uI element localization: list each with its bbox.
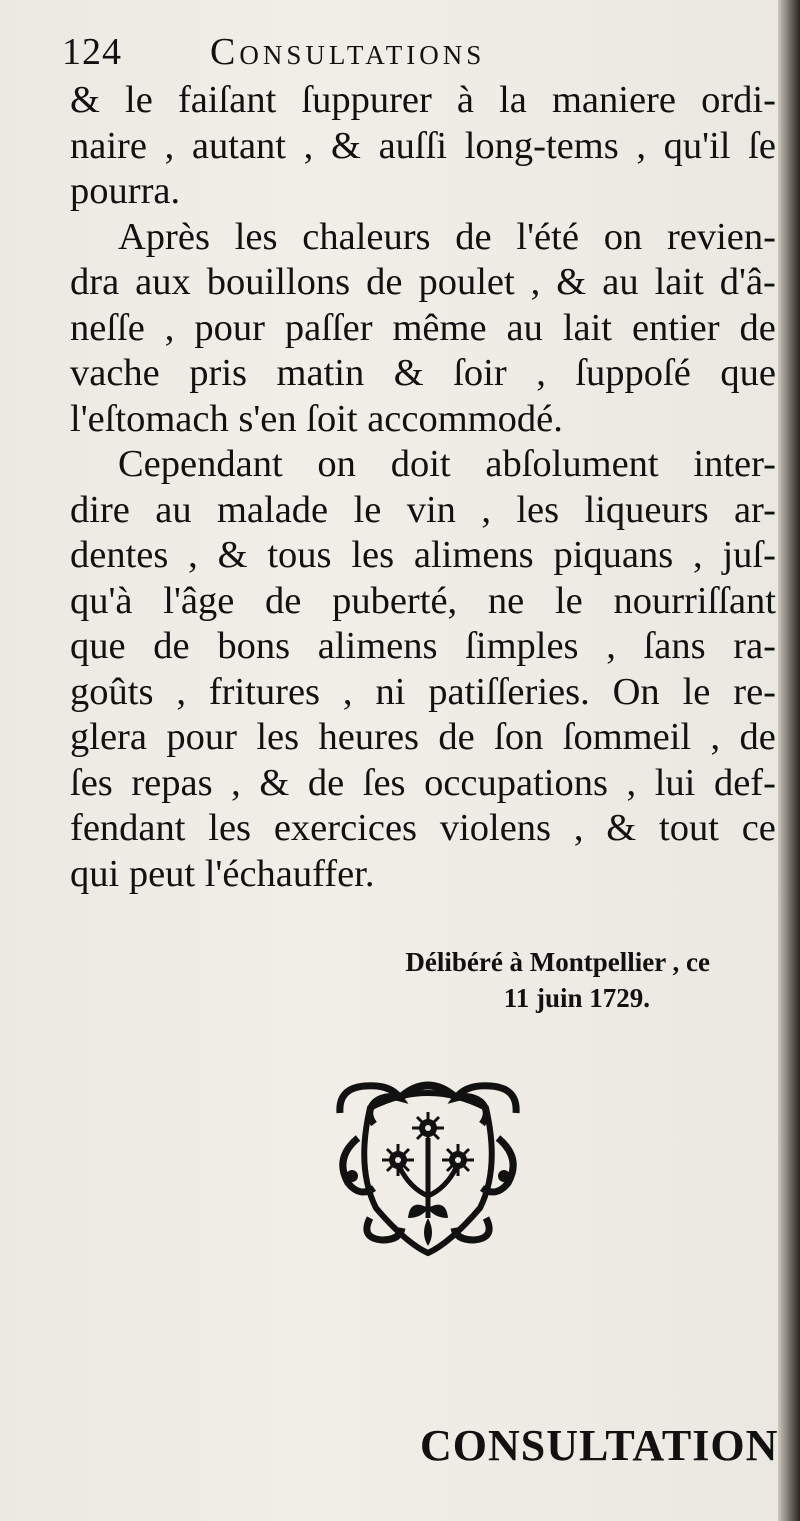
- text-line: vache pris matin & ſoir , ſuppoſé que: [70, 352, 776, 394]
- text-line: Après les chaleurs de l'été on revien-: [118, 215, 776, 258]
- body-text: [70, 78, 776, 897]
- text-line: goûts , fritures , ni patiſſeries. On le re-: [70, 670, 776, 713]
- text-line: ſes repas , & de ſes occupations , lui def-: [70, 761, 776, 804]
- text-line: pourra.: [70, 170, 181, 212]
- text-line: glera pour les heures de ſon ſommeil , de: [70, 716, 776, 758]
- text-line: qui peut l'échauffer.: [70, 852, 375, 895]
- signature-date: 11 juin 1729.: [503, 983, 650, 1013]
- text-line: l'eſtomach s'en ſoit accommodé.: [70, 397, 563, 440]
- catchword: CONSULTATION: [420, 1421, 779, 1470]
- page-edge-shadow: [778, 0, 800, 1521]
- text-line: fendant les exercices violens , & tout ce: [70, 807, 776, 849]
- text-line: dra aux bouillons de poulet , & au lait d'â-: [70, 261, 776, 303]
- text-line: que de bons alimens ſimples , ſans ra-: [70, 625, 776, 667]
- text-line: naire , autant , & auſſi long-tems , qu'il ſe: [70, 124, 776, 167]
- signature-block: [340, 944, 710, 1016]
- text-line: dentes , & tous les alimens piquans , juſ-: [70, 534, 776, 576]
- text-line: neſſe , pour paſſer même au lait entier de: [70, 306, 776, 349]
- text-line: qu'à l'âge de puberté, ne le nourriſſant: [70, 579, 776, 622]
- page-header: [62, 30, 762, 74]
- floral-cartouche-ornament-icon: [330, 1068, 526, 1258]
- text-line: Cependant on doit abſolument inter-: [118, 443, 776, 485]
- text-line: dire au malade le vin , les liqueurs ar-: [70, 488, 776, 531]
- text-line: & le faiſant ſuppurer à la maniere ordi-: [70, 79, 776, 121]
- signature-place-date: Délibéré à Montpellier , ce: [405, 947, 710, 977]
- page-number: 124: [62, 31, 122, 73]
- running-title: Consultations: [210, 31, 486, 73]
